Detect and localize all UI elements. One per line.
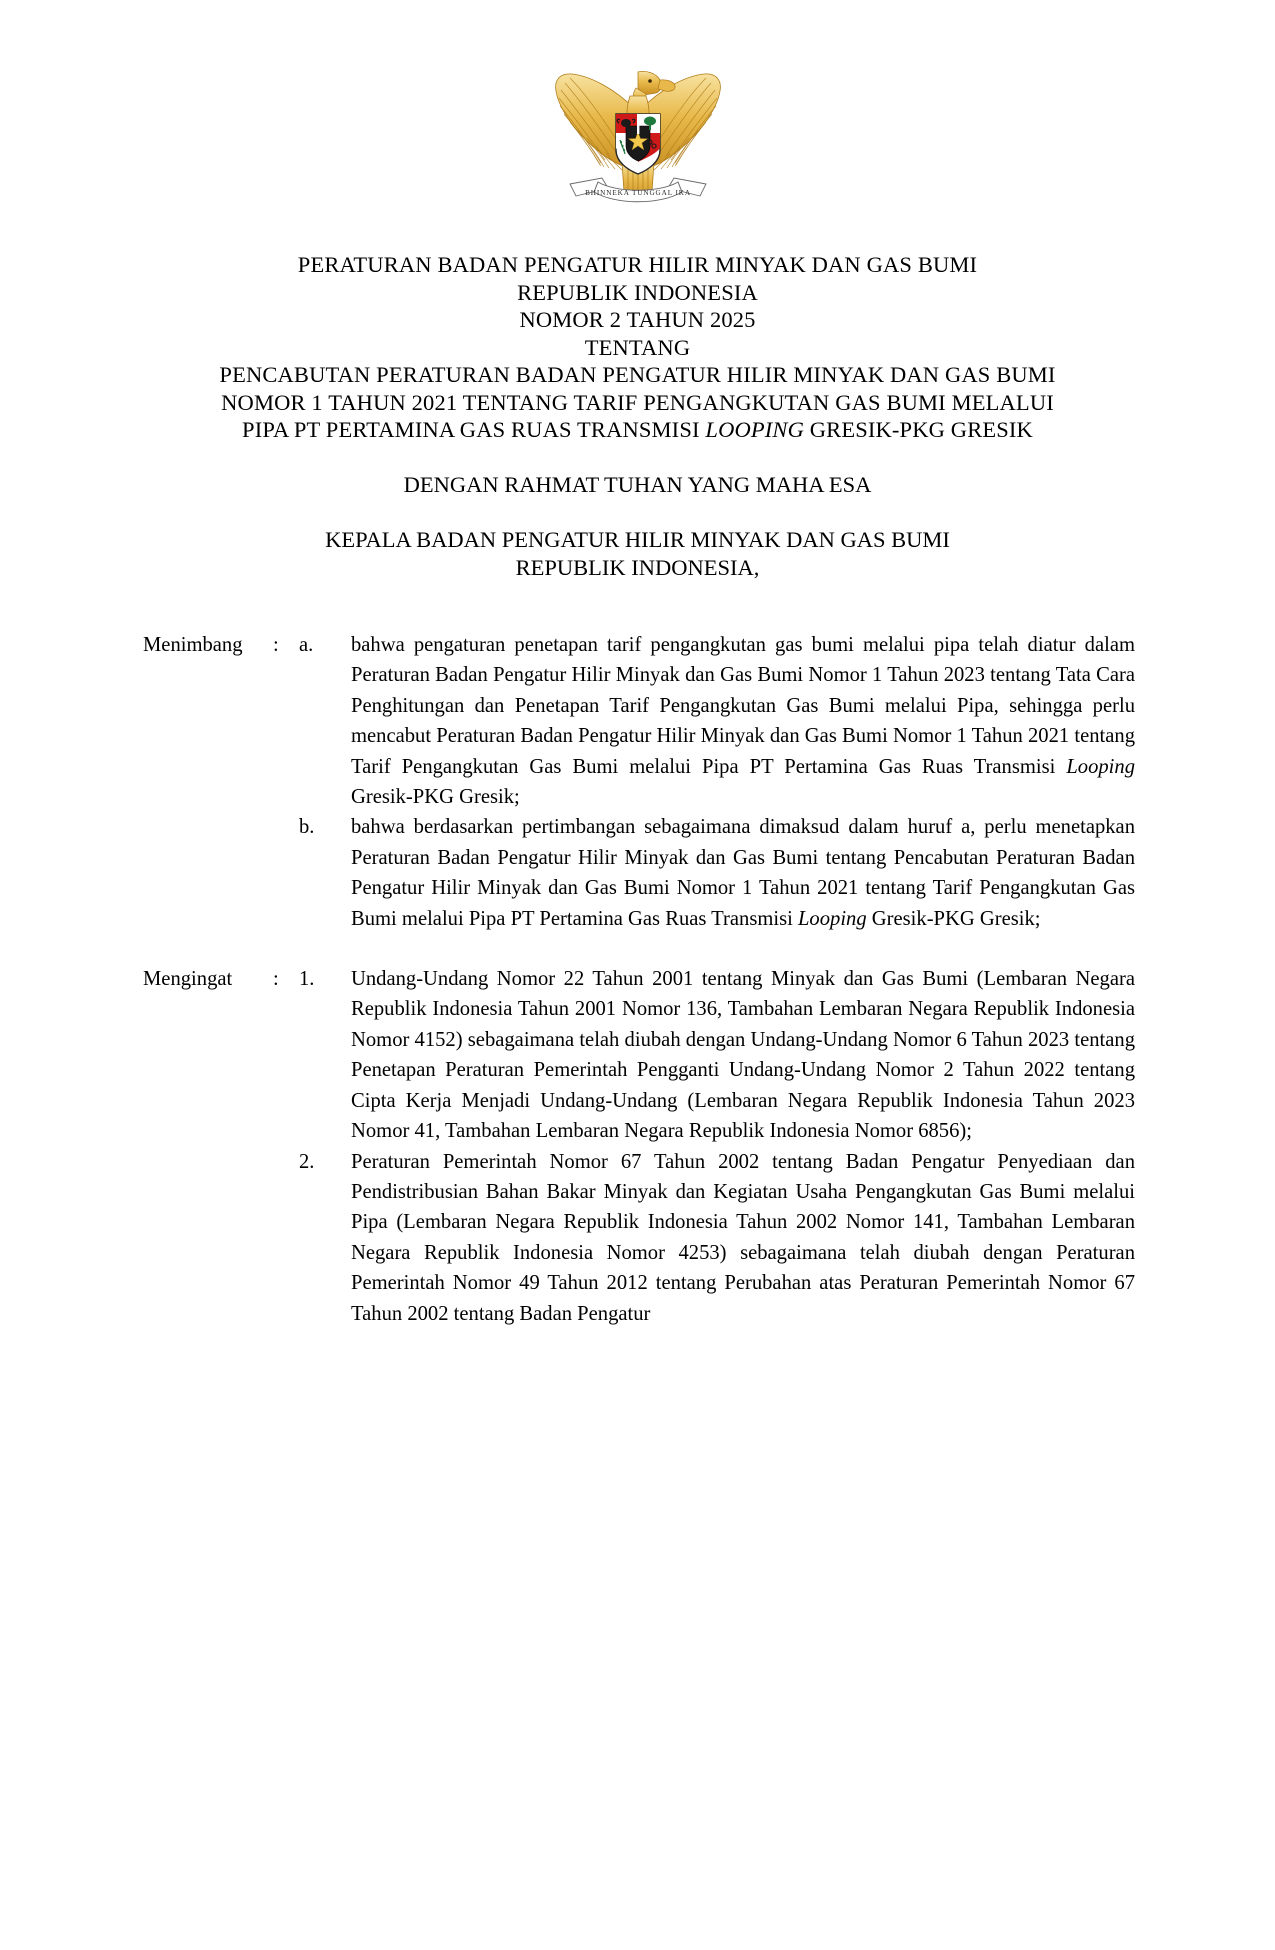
title-line-3-number: NOMOR 2 TAHUN 2025: [519, 307, 756, 332]
invocation-text: DENGAN RAHMAT TUHAN YANG MAHA ESA: [403, 471, 872, 497]
authority-line-2: REPUBLIK INDONESIA,: [515, 554, 760, 580]
consideration-text-b: [351, 812, 1135, 934]
legal-basis-1-part-a: Undang-Undang Nomor 22 Tahun 2001 tentang Minyak dan Gas Bumi (Lembaran Negara Republik Indonesia Tahun 2001 Nomor 136, Tambahan Lembaran Negara Republik Indonesia Nomor 4152) sebagaimana telah diubah dengan Undang-Undang Nomor 6 Tahun 2023 tentang Penetapan Peraturan Pemerintah Pengganti Undang-Undang Nomor 2 Tahun 2022 tentang Cipta Kerja Menjadi Undang-Undang (Lembaran Negara Republik Indonesia Tahun 2023 Nomor 41, Tambahan Lembaran Negara Republik Indonesia Nomor 6856);: [351, 968, 1135, 1143]
consideration-b-italic: Looping: [797, 907, 867, 930]
consideration-b-part-b: Gresik-PKG Gresik;: [866, 907, 1041, 930]
considerations-section: [143, 630, 1135, 934]
consideration-text-a: [351, 630, 1135, 812]
legal-basis-marker-2: 2.: [299, 1150, 315, 1173]
legal-basis-2-part-a: Peraturan Pemerintah Nomor 67 Tahun 2002 tentang Badan Pengatur Penyediaan dan Pendistribusian Bahan Bakar Minyak dan Kegiatan Usaha Pengangkutan Gas Bumi melalui Pipa (Lembaran Negara Republik Indonesia Tahun 2002 Nomor 141, Tambahan Lembaran Negara Republik Indonesia Nomor 4253) sebagaimana telah diubah dengan Peraturan Pemerintah Nomor 49 Tahun 2012 tentang Perubahan atas Peraturan Pemerintah Nomor 67 Tahun 2002 tentang Badan Pengatur: [351, 1150, 1135, 1325]
authority-block: [0, 526, 1275, 581]
subject-line-3-part-a: PIPA PT PERTAMINA GAS RUAS TRANSMISI: [242, 417, 706, 442]
legal-basis-item-2: [143, 1147, 1135, 1329]
legal-basis-text-1: [351, 964, 1135, 1146]
document-title-block: [0, 251, 1275, 444]
subject-line-3-part-b: GRESIK-PKG GRESIK: [803, 417, 1033, 442]
consideration-item-b: [143, 812, 1135, 934]
invocation-block: [0, 471, 1275, 499]
legal-basis-section: [143, 964, 1135, 1329]
authority-line-1: KEPALA BADAN PENGATUR HILIR MINYAK DAN GAS BUMI: [325, 527, 950, 552]
legal-basis-item-1: [143, 964, 1135, 1146]
legal-basis-colon: :: [273, 968, 279, 991]
consideration-b-part-a: bahwa berdasarkan pertimbangan sebagaimana dimaksud dalam huruf a, perlu menetapkan Peraturan Badan Pengatur Hilir Minyak dan Gas Bumi tentang Pencabutan Peraturan Badan Pengatur Hilir Minyak dan Gas Bumi Nomor 1 Tahun 2021 tentang Tarif Pengangkutan Gas Bumi melalui Pipa PT Pertamina Gas Ruas Transmisi: [351, 816, 1135, 930]
consideration-marker-a: a.: [299, 634, 314, 656]
consideration-a-italic: Looping: [1066, 755, 1135, 778]
subject-line-3: [0, 416, 1275, 444]
emblem-container: [0, 0, 1275, 215]
title-line-2: REPUBLIK INDONESIA: [517, 279, 758, 305]
consideration-a-part-a: bahwa pengaturan penetapan tarif pengangkutan gas bumi melalui pipa telah diatur dalam Peraturan Badan Pengatur Hilir Minyak dan Gas Bumi Nomor 1 Tahun 2023 tentang Tata Cara Penghitungan dan Penetapan Tarif Pengangkutan Gas Bumi melalui Pipa, sehingga perlu mencabut Peraturan Badan Pengatur Hilir Minyak dan Gas Bumi Nomor 1 Tahun 2021 tentang Tarif Pengangkutan Gas Bumi melalui Pipa PT Pertamina Gas Ruas Transmisi: [351, 634, 1135, 778]
document-body: [0, 630, 1275, 1329]
considerations-label: Menimbang: [143, 634, 243, 656]
pancasila-shield: [616, 114, 660, 174]
consideration-item-a: [143, 630, 1135, 812]
consideration-marker-b: b.: [299, 816, 315, 839]
legal-basis-marker-1: 1.: [299, 968, 315, 991]
subject-looping-italic: LOOPING: [705, 417, 804, 442]
consideration-a-part-b: Gresik-PKG Gresik;: [351, 786, 520, 809]
motto-text: BHINNEKA TUNGGAL IKA: [584, 189, 691, 197]
legal-basis-label: Mengingat: [143, 968, 233, 991]
legal-basis-text-2: [351, 1147, 1135, 1329]
subject-line-1: PENCABUTAN PERATURAN BADAN PENGATUR HILIR MINYAK DAN GAS BUMI: [219, 362, 1056, 387]
title-line-1: PERATURAN BADAN PENGATUR HILIR MINYAK DAN GAS BUMI: [297, 252, 978, 277]
considerations-colon: :: [273, 634, 279, 656]
title-line-4-tentang: TENTANG: [584, 334, 691, 360]
garuda-pancasila-emblem: [540, 58, 736, 213]
subject-line-2: NOMOR 1 TAHUN 2021 TENTANG TARIF PENGANGKUTAN GAS BUMI MELALUI: [221, 389, 1054, 415]
